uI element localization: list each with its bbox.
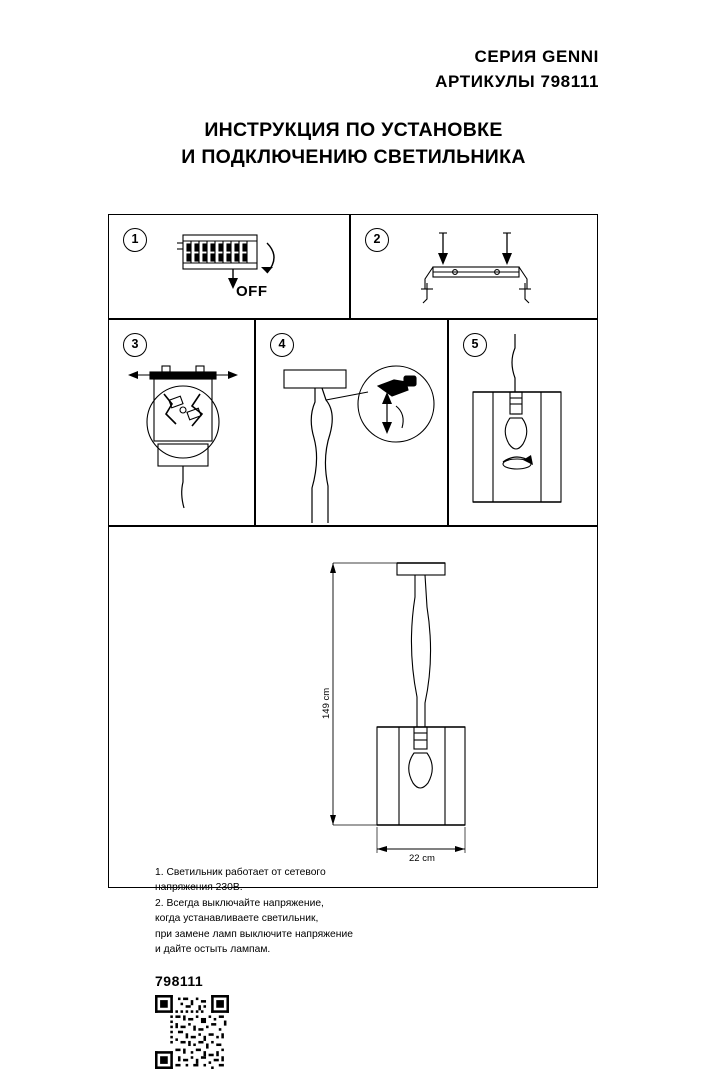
width-dimension-label: 22 cm xyxy=(409,853,435,864)
article-number: АРТИКУЛЫ 798111 xyxy=(435,72,599,91)
safety-notes xyxy=(155,865,393,957)
info-panel xyxy=(109,527,597,989)
lamp-install-illustration xyxy=(453,334,593,524)
canopy-illustration xyxy=(256,348,446,533)
bracket-illustration xyxy=(403,223,583,313)
series-name: СЕРИЯ GENNI xyxy=(474,47,599,66)
note-line-6: и дайте остыть лампам. xyxy=(155,944,271,956)
wiring-illustration xyxy=(114,348,254,528)
step-cell-4 xyxy=(256,320,447,525)
step-number-4: 4 xyxy=(270,333,294,357)
off-label: OFF xyxy=(236,283,268,300)
note-line-1: 1. Светильник работает от сетевого xyxy=(155,867,326,878)
step-number-3: 3 xyxy=(123,333,147,357)
qr-code xyxy=(155,995,229,1069)
article-code: 798111 xyxy=(155,973,204,989)
note-line-3: 2. Всегда выключайте напряжение, xyxy=(155,897,324,909)
step-cell-5 xyxy=(449,320,597,525)
product-dimension-drawing xyxy=(289,537,589,877)
instruction-sheet xyxy=(108,214,598,989)
page-title-line2: И ПОДКЛЮЧЕНИЮ СВЕТИЛЬНИКА xyxy=(181,146,526,168)
note-line-4: когда устанавливаете светильник, xyxy=(155,913,319,925)
step-cell-2 xyxy=(351,215,597,318)
note-line-2: напряжения 230В. xyxy=(155,882,243,894)
note-line-5: при замене ламп выключите напряжение xyxy=(155,928,353,940)
step-cell-3 xyxy=(109,320,254,525)
header xyxy=(435,44,599,94)
step-cell-1 xyxy=(109,215,349,318)
step-number-5: 5 xyxy=(463,333,487,357)
page-title xyxy=(0,117,707,171)
step-number-1: 1 xyxy=(123,228,147,252)
page-title-line1: ИНСТРУКЦИЯ ПО УСТАНОВКЕ xyxy=(204,119,503,141)
step-number-2: 2 xyxy=(365,228,389,252)
height-dimension-label: 149 cm xyxy=(321,687,332,719)
